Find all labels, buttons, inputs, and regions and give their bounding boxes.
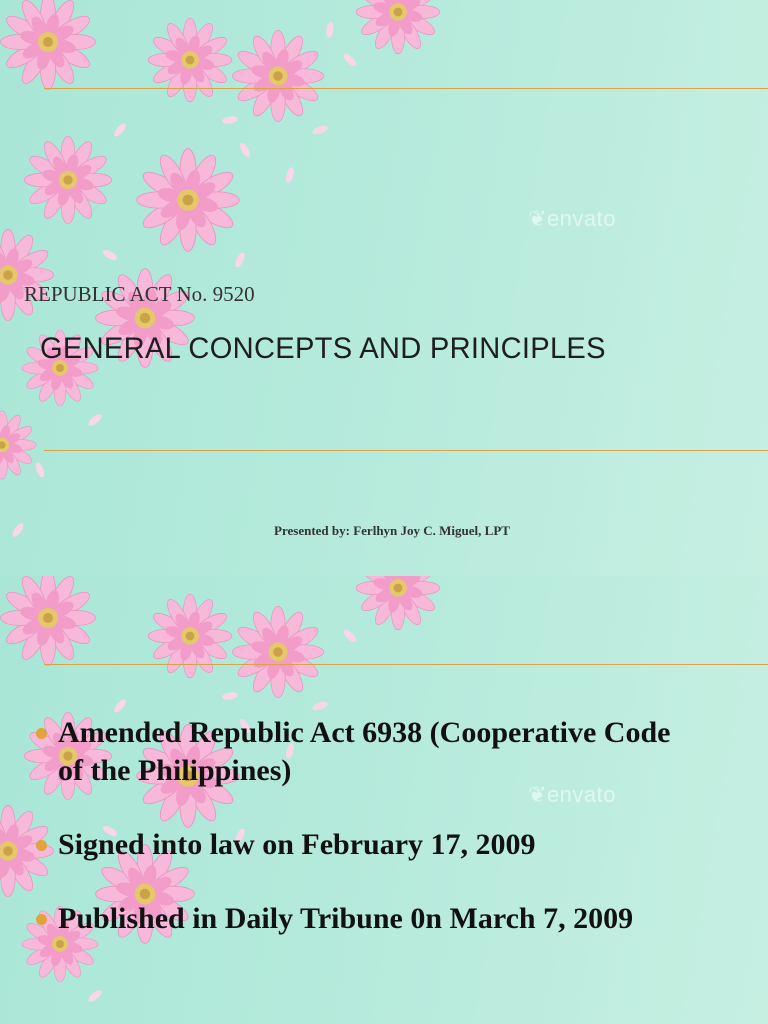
list-item [36, 900, 696, 938]
content-slide [0, 576, 768, 1024]
watermark-text: envato [546, 782, 616, 807]
envato-leaf-icon: ❦ [528, 206, 547, 231]
list-item [36, 714, 696, 790]
list-item [36, 826, 696, 864]
top-divider [44, 664, 768, 665]
envato-leaf-icon: ❦ [528, 782, 547, 807]
bullet-text: Published in Daily Tribune 0n March 7, 2009 [58, 902, 634, 935]
slide-subtitle: REPUBLIC ACT No. 9520 [24, 282, 255, 306]
presenter-credit: Presented by: Ferlhyn Joy C. Miguel, LPT [274, 523, 510, 538]
bottom-divider [44, 450, 768, 451]
top-divider [44, 88, 768, 89]
bullet-icon [36, 914, 47, 925]
bullet-list [36, 714, 696, 974]
bullet-icon [36, 728, 47, 739]
slide-title: GENERAL CONCEPTS AND PRINCIPLES [40, 332, 606, 365]
bullet-icon [36, 840, 47, 851]
bullet-text: Signed into law on February 17, 2009 [58, 828, 536, 861]
envato-watermark [528, 206, 616, 232]
bullet-text: Amended Republic Act 6938 (Cooperative Code of the Philippines) [58, 716, 671, 787]
watermark-text: envato [546, 206, 616, 231]
